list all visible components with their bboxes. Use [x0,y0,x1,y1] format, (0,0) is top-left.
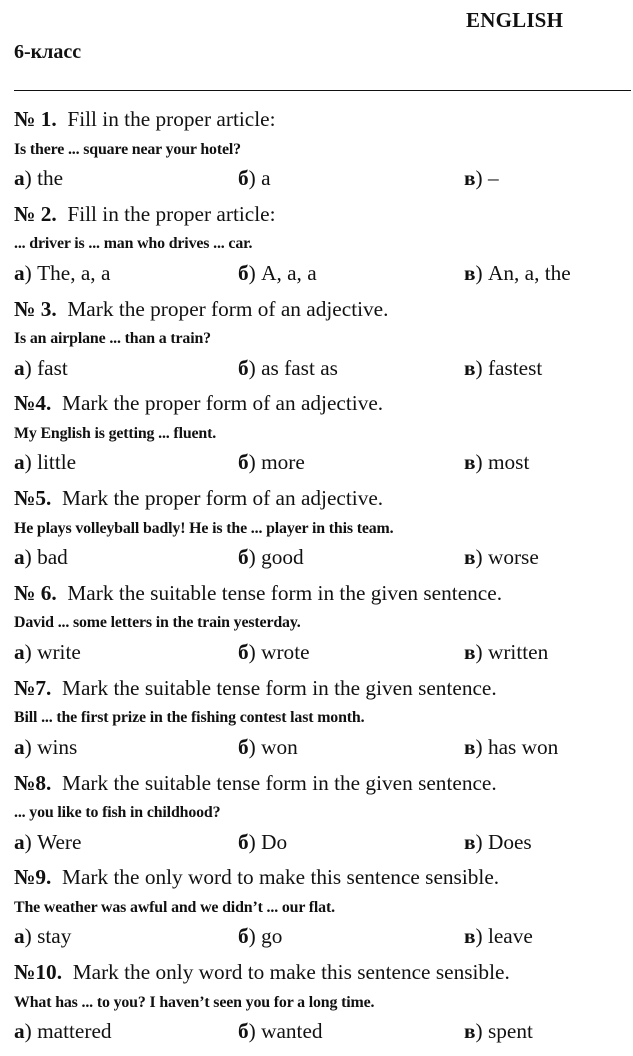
option-letter: а [14,829,25,854]
option-letter: а [14,924,25,949]
question-prompt [14,295,633,325]
question-sentence: ... you like to fish in childhood? [14,804,221,822]
option-text: most [487,450,530,475]
header-divider [14,90,631,91]
question-prompt [14,769,633,799]
question-prompt [14,200,633,230]
option-b[interactable]: б) wrote [238,639,310,664]
option-letter: а [14,734,25,759]
option-c[interactable]: в) An, a, the [464,260,571,285]
option-letter: в [464,924,476,949]
question-sentence: My English is getting ... fluent. [14,424,217,442]
option-a[interactable]: а) The, a, a [14,260,111,285]
option-b[interactable]: б) Do [238,829,288,854]
question-prompt [14,863,633,893]
option-letter: б [238,1019,249,1044]
option-a[interactable]: а) the [14,166,64,190]
question-sentence: Bill ... the first prize in the fishing contest last month. [14,709,365,727]
question-number: № 3. [14,296,57,321]
option-letter: а [14,166,25,190]
question-sentence: The weather was awful and we didn’t ... our flat. [14,898,335,916]
option-c[interactable]: в) most [464,450,530,475]
option-letter: в [464,260,476,285]
answer-options [14,828,633,858]
option-c[interactable]: в) has won [464,734,559,759]
question-4 [14,389,633,484]
question-sentence: What has ... to you? I haven’t seen you for a long time. [14,993,375,1011]
option-text: – [487,166,499,190]
option-letter: в [464,355,476,380]
option-letter: а [14,260,25,285]
question-number: № 6. [14,580,57,605]
option-letter: б [238,924,249,949]
answer-options [14,259,633,289]
option-text: stay [37,924,72,949]
option-text: An, a, the [487,260,571,285]
question-number: №8. [14,770,52,795]
option-letter: б [238,639,249,664]
question-2 [14,200,633,295]
option-text: worse [487,545,539,570]
option-text: the [37,166,64,190]
option-letter: б [238,166,249,190]
option-c[interactable]: в) fastest [464,355,543,380]
option-text: more [261,450,305,475]
option-letter: б [238,829,249,854]
question-prompt [14,674,633,704]
answer-options [14,733,633,763]
question-instruction: Mark the suitable tense form in the given sentence. [67,580,503,605]
option-b[interactable]: б) won [238,734,298,759]
question-number: № 2. [14,201,57,226]
question-10 [14,958,633,1053]
option-c[interactable]: в) – [464,166,499,190]
option-letter: в [464,734,476,759]
option-letter: в [464,545,476,570]
option-text: Do [261,829,288,854]
option-b[interactable]: б) as fast as [238,355,338,380]
option-c[interactable]: в) written [464,639,549,664]
option-b[interactable]: б) go [238,924,283,949]
option-text: spent [487,1019,533,1044]
option-text: Were [37,829,82,854]
question-sentence: ... driver is ... man who drives ... car. [14,235,253,253]
grade-label: 6-класс [14,41,82,63]
option-text: written [487,639,549,664]
question-instruction: Mark the proper form of an adjective. [62,391,384,416]
question-instruction: Mark the suitable tense form in the given sentence. [62,675,497,700]
question-sentence: Is there ... square near your hotel? [14,140,241,158]
question-prompt [14,484,633,514]
question-instruction: Fill in the proper article: [67,201,276,226]
question-instruction: Mark the only word to make this sentence sensible. [62,865,500,890]
option-text: bad [37,545,68,570]
option-letter: а [14,639,25,664]
question-instruction: Mark the suitable tense form in the given sentence. [62,770,497,795]
option-a[interactable]: а) wins [14,734,78,759]
option-text: write [37,639,81,664]
question-number: №4. [14,391,52,416]
option-a[interactable]: а) bad [14,545,68,570]
subject-title: ENGLISH [466,8,564,32]
question-instruction: Mark the proper form of an adjective. [67,296,389,321]
question-number: № 1. [14,107,57,131]
answer-options [14,354,633,384]
option-text: leave [487,924,533,949]
option-letter: б [238,355,249,380]
option-letter: а [14,545,25,570]
question-sentence: Is an airplane ... than a train? [14,330,211,348]
option-text: The, a, a [37,260,111,285]
option-letter: в [464,639,476,664]
option-b[interactable]: б) more [238,450,305,475]
option-a[interactable]: а) fast [14,355,68,380]
option-text: won [261,734,298,759]
option-c[interactable]: в) leave [464,924,533,949]
option-a[interactable]: а) little [14,450,77,475]
option-letter: в [464,166,476,190]
option-c[interactable]: в) worse [464,545,539,570]
option-b[interactable]: б) a [238,166,271,190]
question-number: №7. [14,675,52,700]
option-letter: в [464,450,476,475]
option-letter: а [14,450,25,475]
option-letter: б [238,450,249,475]
question-sentence: David ... some letters in the train yesterday. [14,614,301,632]
option-text: fast [37,355,68,380]
option-letter: б [238,545,249,570]
option-letter: в [464,829,476,854]
question-6 [14,579,633,674]
option-text: little [37,450,77,475]
option-text: wanted [261,1019,323,1044]
option-c[interactable]: в) spent [464,1019,533,1044]
answer-options [14,543,633,573]
question-7 [14,674,633,769]
question-prompt [14,105,633,135]
option-a[interactable]: а) mattered [14,1019,112,1044]
option-b[interactable]: б) wanted [238,1019,323,1044]
option-text: mattered [37,1019,112,1044]
answer-options [14,1017,633,1047]
question-9 [14,863,633,958]
question-instruction: Fill in the proper article: [67,107,276,131]
option-a[interactable]: а) Were [14,829,82,854]
questions-list [14,105,633,1053]
option-letter: б [238,260,249,285]
option-b[interactable]: б) A, a, a [238,260,317,285]
answer-options [14,448,633,478]
option-text: A, a, a [261,260,317,285]
option-letter: а [14,1019,25,1044]
option-a[interactable]: а) stay [14,924,72,949]
question-8 [14,769,633,864]
option-text: go [261,924,283,949]
option-text: Does [487,829,532,854]
question-sentence: He plays volleyball badly! He is the ... player in this team. [14,519,394,537]
answer-options [14,638,633,668]
answer-options [14,922,633,952]
option-b[interactable]: б) good [238,545,304,570]
option-text: as fast as [261,355,338,380]
answer-options [14,164,633,194]
option-text: good [261,545,304,570]
question-prompt [14,389,633,419]
option-a[interactable]: а) write [14,639,81,664]
question-instruction: Mark the only word to make this sentence sensible. [72,960,510,985]
question-number: №5. [14,486,52,511]
question-number: №9. [14,865,52,890]
option-text: has won [487,734,559,759]
option-c[interactable]: в) Does [464,829,532,854]
question-instruction: Mark the proper form of an adjective. [62,486,384,511]
option-text: fastest [487,355,543,380]
question-3 [14,295,633,390]
question-5 [14,484,633,579]
option-letter: в [464,1019,476,1044]
question-1 [14,105,633,200]
option-letter: а [14,355,25,380]
question-prompt [14,579,633,609]
question-number: №10. [14,960,63,985]
option-text: wrote [261,639,310,664]
option-text: a [261,166,271,190]
option-text: wins [37,734,78,759]
option-letter: б [238,734,249,759]
question-prompt [14,958,633,988]
